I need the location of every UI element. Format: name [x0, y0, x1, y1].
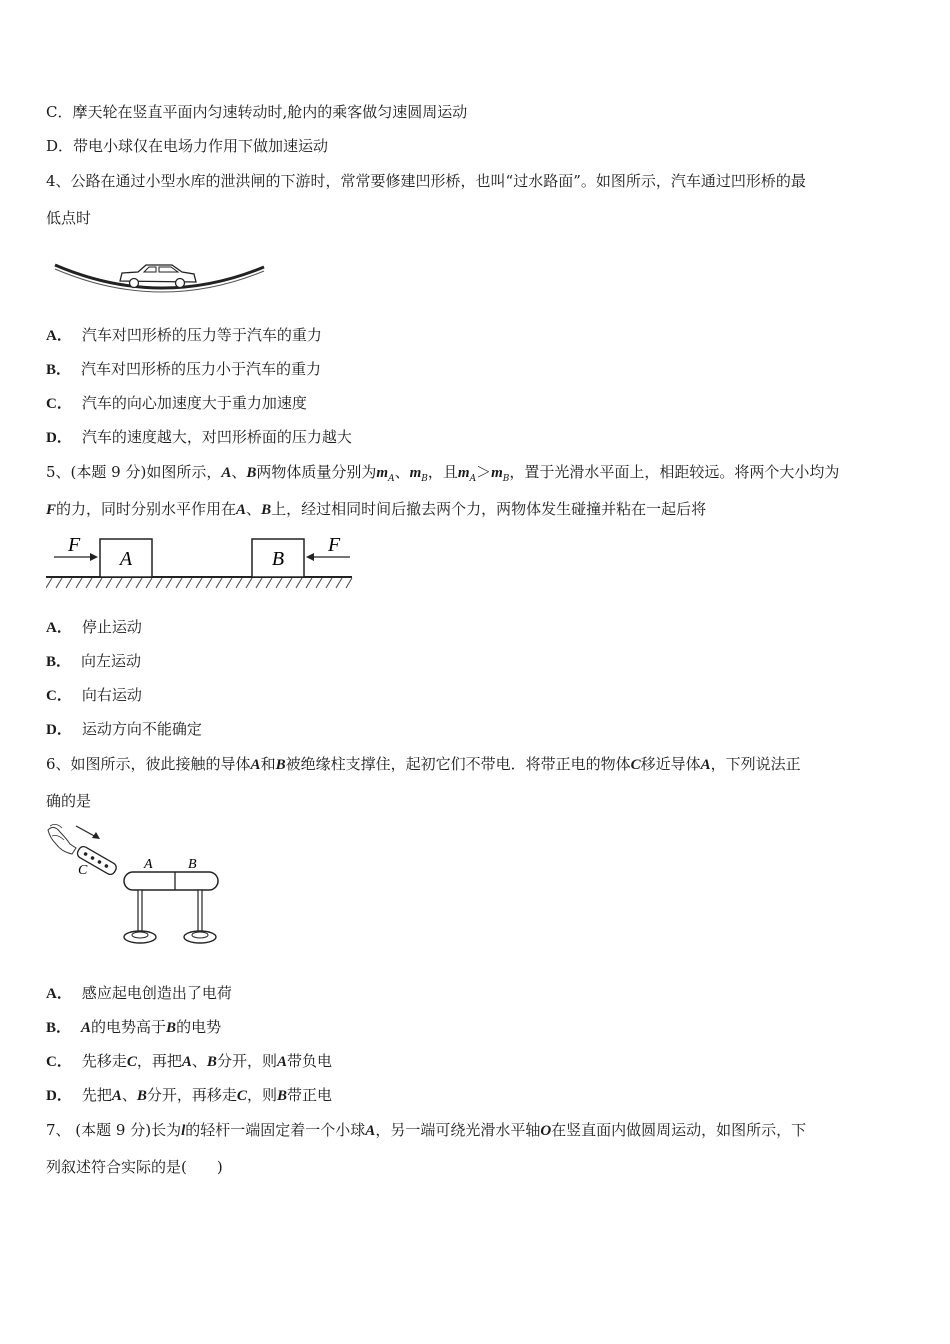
- block-a-label: A: [119, 548, 133, 570]
- q4-option-c: C． 汽车的向心加速度大于重力加速度: [46, 394, 307, 412]
- q7-stem-line2: 列叙述符合实际的是( ): [46, 1158, 223, 1176]
- rod-c-label: C: [78, 863, 88, 878]
- q4-stem-line2: 低点时: [46, 209, 92, 227]
- q5-option-b: B． 向左运动: [46, 652, 142, 670]
- conductor-b-label: B: [188, 857, 197, 872]
- car-icon: [120, 265, 196, 288]
- q3-option-d: D．带电小球仅在电场力作用下做加速运动: [46, 137, 329, 155]
- force-label-left: F: [68, 534, 81, 556]
- q5-option-a: A． 停止运动: [46, 618, 142, 636]
- q5-stem-line2: F的力，同时分别水平作用在A、B上，经过相同时间后撤去两个力，两物体发生碰撞并粘在一起后将: [46, 500, 707, 518]
- q4-stem-line1: 4、公路在通过小型水库的泄洪闸的下游时，常常要修建凹形桥，也叫“过水路面”。如图所示，汽车通过凹形桥的最: [46, 172, 806, 190]
- q4-option-a: A． 汽车对凹形桥的压力等于汽车的重力: [46, 326, 322, 344]
- hand-icon: [48, 827, 76, 854]
- q3-option-c: C．摩天轮在竖直平面内匀速转动时,舱内的乘客做匀速圆周运动: [46, 103, 468, 121]
- block-b-label: B: [271, 548, 285, 570]
- q4-option-d: D． 汽车的速度越大，对凹形桥面的压力越大: [46, 428, 352, 446]
- q6-option-d: D． 先把A、B分开，再移走C，则B带正电: [46, 1086, 332, 1104]
- q5-stem-line1: 5、(本题 9 分)如图所示，A、B两物体质量分别为$m_A$、$m_B$，且$m_A>m_B$，置于光滑水平面上，相距较远。将两个大小均为: [46, 463, 840, 484]
- conductor-a-label: A: [144, 857, 153, 872]
- q4-option-b: B． 汽车对凹形桥的压力小于汽车的重力: [46, 360, 322, 378]
- concave-bridge-figure: [50, 255, 270, 300]
- q5-option-d: D． 运动方向不能确定: [46, 720, 202, 738]
- q6-option-b: B． A的电势高于B的电势: [46, 1018, 222, 1036]
- q6-option-a: A． 感应起电创造出了电荷: [46, 984, 232, 1002]
- q6-stem-line1: 6、如图所示，彼此接触的导体A和B被绝缘柱支撑住，起初它们不带电．将带正电的物体C移近导体A，下列说法正: [46, 755, 801, 773]
- induction-conductors-figure: [46, 822, 236, 948]
- blocks-force-figure: [46, 533, 356, 593]
- q7-stem-line1: 7、 (本题 9 分)长为l的轻杆一端固定着一个小球A，另一端可绕光滑水平轴O在竖直面内做圆周运动，如图所示，下: [46, 1121, 807, 1139]
- conductor-ab: [124, 872, 218, 890]
- q6-stem-line2: 确的是: [46, 792, 92, 810]
- q5-option-c: C． 向右运动: [46, 686, 142, 704]
- force-label-right: F: [328, 534, 341, 556]
- q6-option-c: C． 先移走C，再把A、B分开，则A带负电: [46, 1052, 332, 1070]
